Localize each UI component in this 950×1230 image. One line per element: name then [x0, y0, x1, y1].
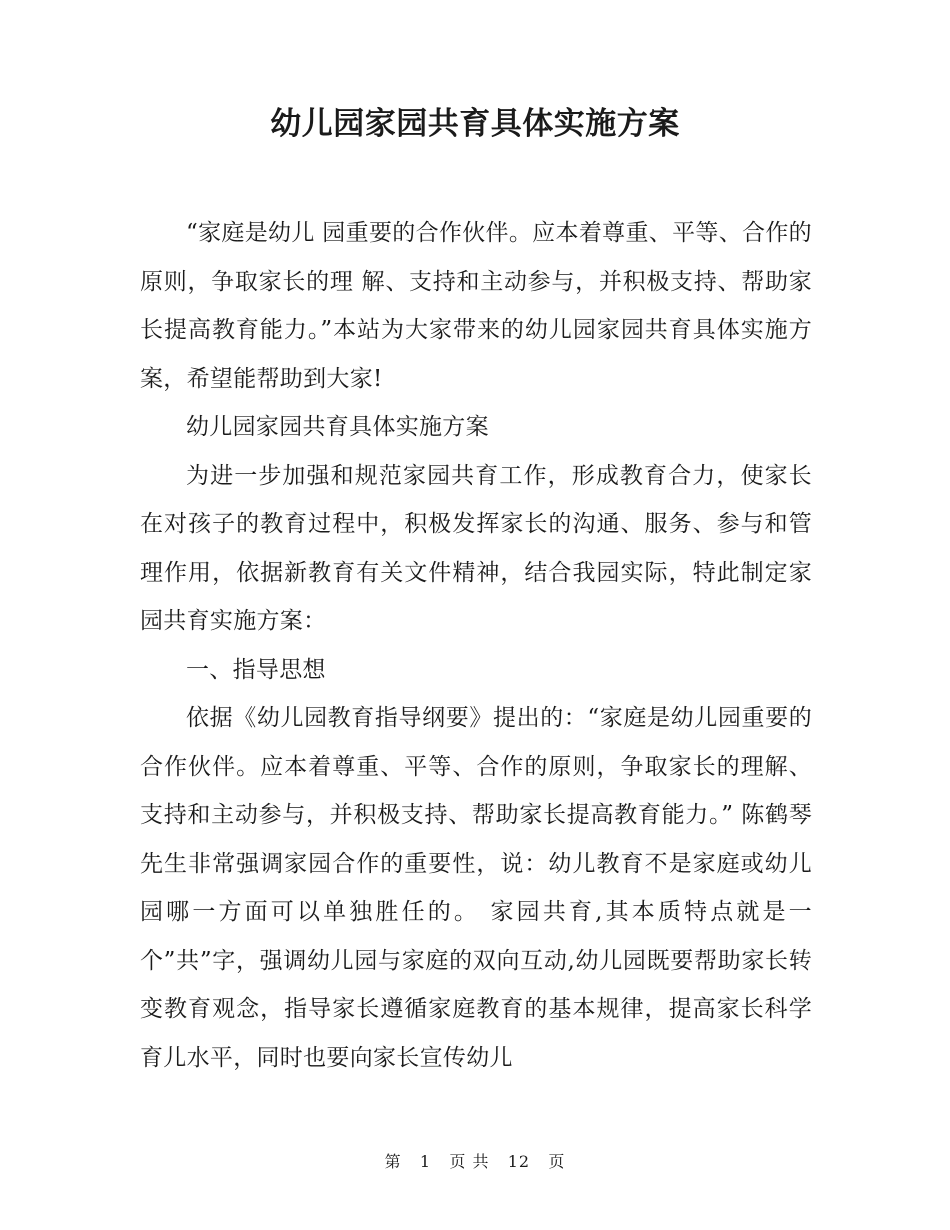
page-label-suffix: 页 [548, 1152, 566, 1171]
purpose-paragraph: 为进一步加强和规范家园共育工作，形成教育合力，使家长在对孩子的教育过程中，积极发挥家长的沟通、服务、参与和管理作用，依据新教育有关文件精神，结合我园实际，特此制定家园共育实施方案： [140, 462, 812, 634]
section-heading-guiding-ideology: 一、指导思想 [186, 656, 326, 683]
current-page-number: 1 [419, 1152, 432, 1171]
document-body [140, 209, 812, 1082]
guiding-ideology-paragraph: 依据《幼儿园教育指导纲要》提出的：“家庭是幼儿园重要的合作伙伴。应本着尊重、平等、合作的原则，争取家长的理解、支持和主动参与，并积极支持、帮助家长提高教育能力。” 陈鹤琴先生非常强调家园合作的重要性，说：幼儿教育不是家庭或幼儿园哪一方面可以单独胜任的。 家园共育,其本质特点就是一个”共”字，强调幼儿园与家庭的双向互动,幼儿园既要帮助家长转变教育观念，指导家长遵循家庭教育的基本规律，提高家长科学育儿水平，同时也要向家长宣传幼儿 [140, 705, 812, 1071]
page-label-mid: 页 共 [449, 1152, 490, 1171]
total-pages-number: 12 [507, 1152, 531, 1171]
page-label-prefix: 第 [384, 1152, 402, 1171]
subtitle-paragraph: 幼儿园家园共育具体实施方案 [186, 414, 489, 440]
document-title: 幼儿园家园共育具体实施方案 [270, 106, 680, 142]
intro-paragraph: “家庭是幼儿 园重要的合作伙伴。应本着尊重、平等、合作的原则，争取家长的理 解、支持和主动参与，并积极支持、帮助家长提高教育能力。”本站为大家带来的幼儿园家园共育具体实施方案，希望能帮助到大家! [140, 220, 812, 392]
page-number-footer [0, 1148, 950, 1176]
